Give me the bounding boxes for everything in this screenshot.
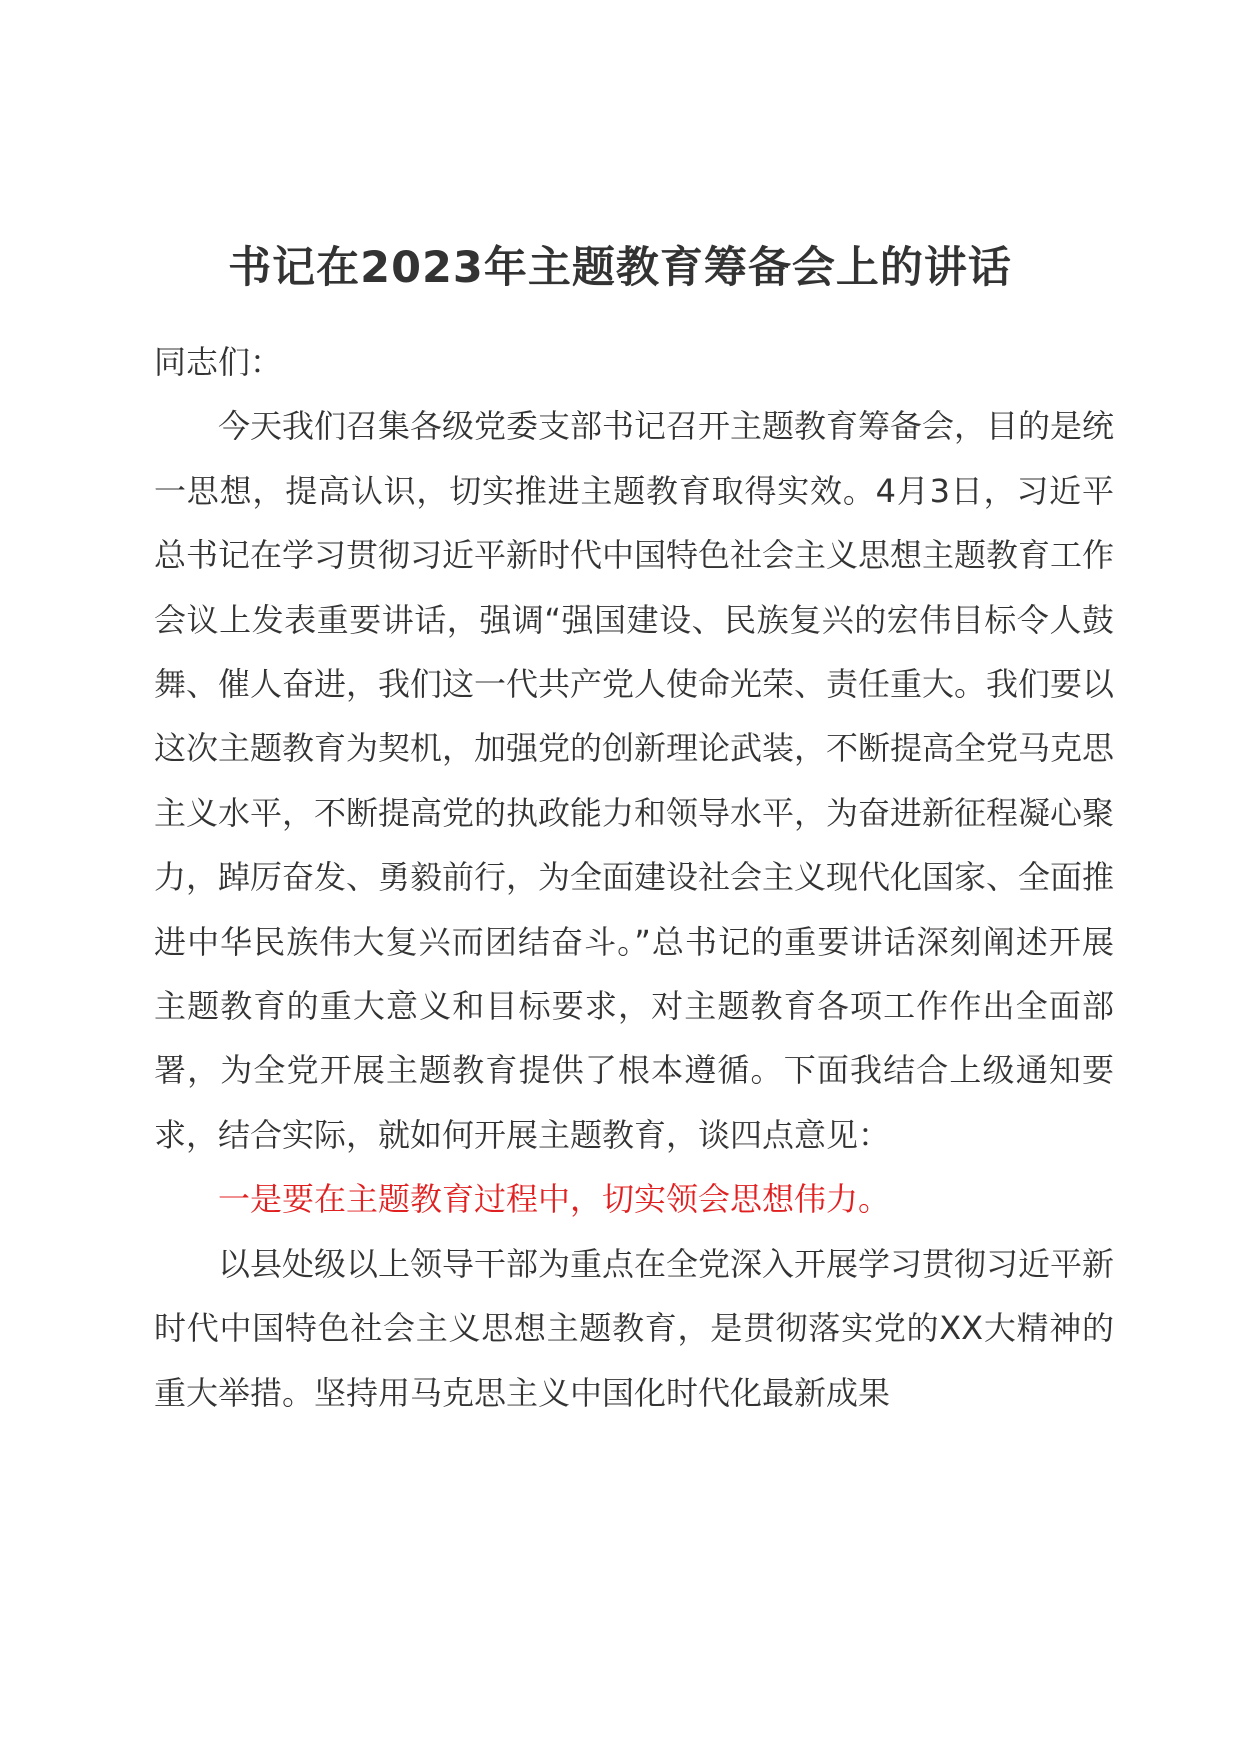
paragraph-section-one: 以县处级以上领导干部为重点在全党深入开展学习贯彻习近平新时代中国特色社会主义思想主题教育，是贯彻落实党的XX大精神的重大举措。坚持用马克思主义中国化时代化最新成果 <box>154 1244 1115 1412</box>
salutation: 同志们： <box>154 343 283 381</box>
document-body <box>154 330 1114 1425</box>
paragraph-intro: 今天我们召集各级党委支部书记召开主题教育筹备会，目的是统一思想，提高认识，切实推进主题教育取得实效。4月3日，习近平总书记在学习贯彻习近平新时代中国特色社会主义思想主题教育工作会议上发表重要讲话，强调“强国建设、民族复兴的宏伟目标令人鼓舞、催人奋进，我们这一代共产党人使命光荣、责任重大。我们要以这次主题教育为契机，加强党的创新理论武装，不断提高全党马克思主义水平，不断提高党的执政能力和领导水平，为奋进新征程凝心聚力，踔厉奋发、勇毅前行，为全面建设社会主义现代化国家、全面推进中华民族伟大复兴而团结奋斗。”总书记的重要讲话深刻阐述开展主题教育的重大意义和目标要求，对主题教育各项工作作出全面部署，为全党开展主题教育提供了根本遵循。下面我结合上级通知要求，结合实际，就如何开展主题教育，谈四点意见： <box>154 407 1115 1154</box>
section-heading-one: 一是要在主题教育过程中，切实领会思想伟力。 <box>218 1180 891 1219</box>
document-title: 书记在2023年主题教育筹备会上的讲话 <box>228 243 1012 293</box>
